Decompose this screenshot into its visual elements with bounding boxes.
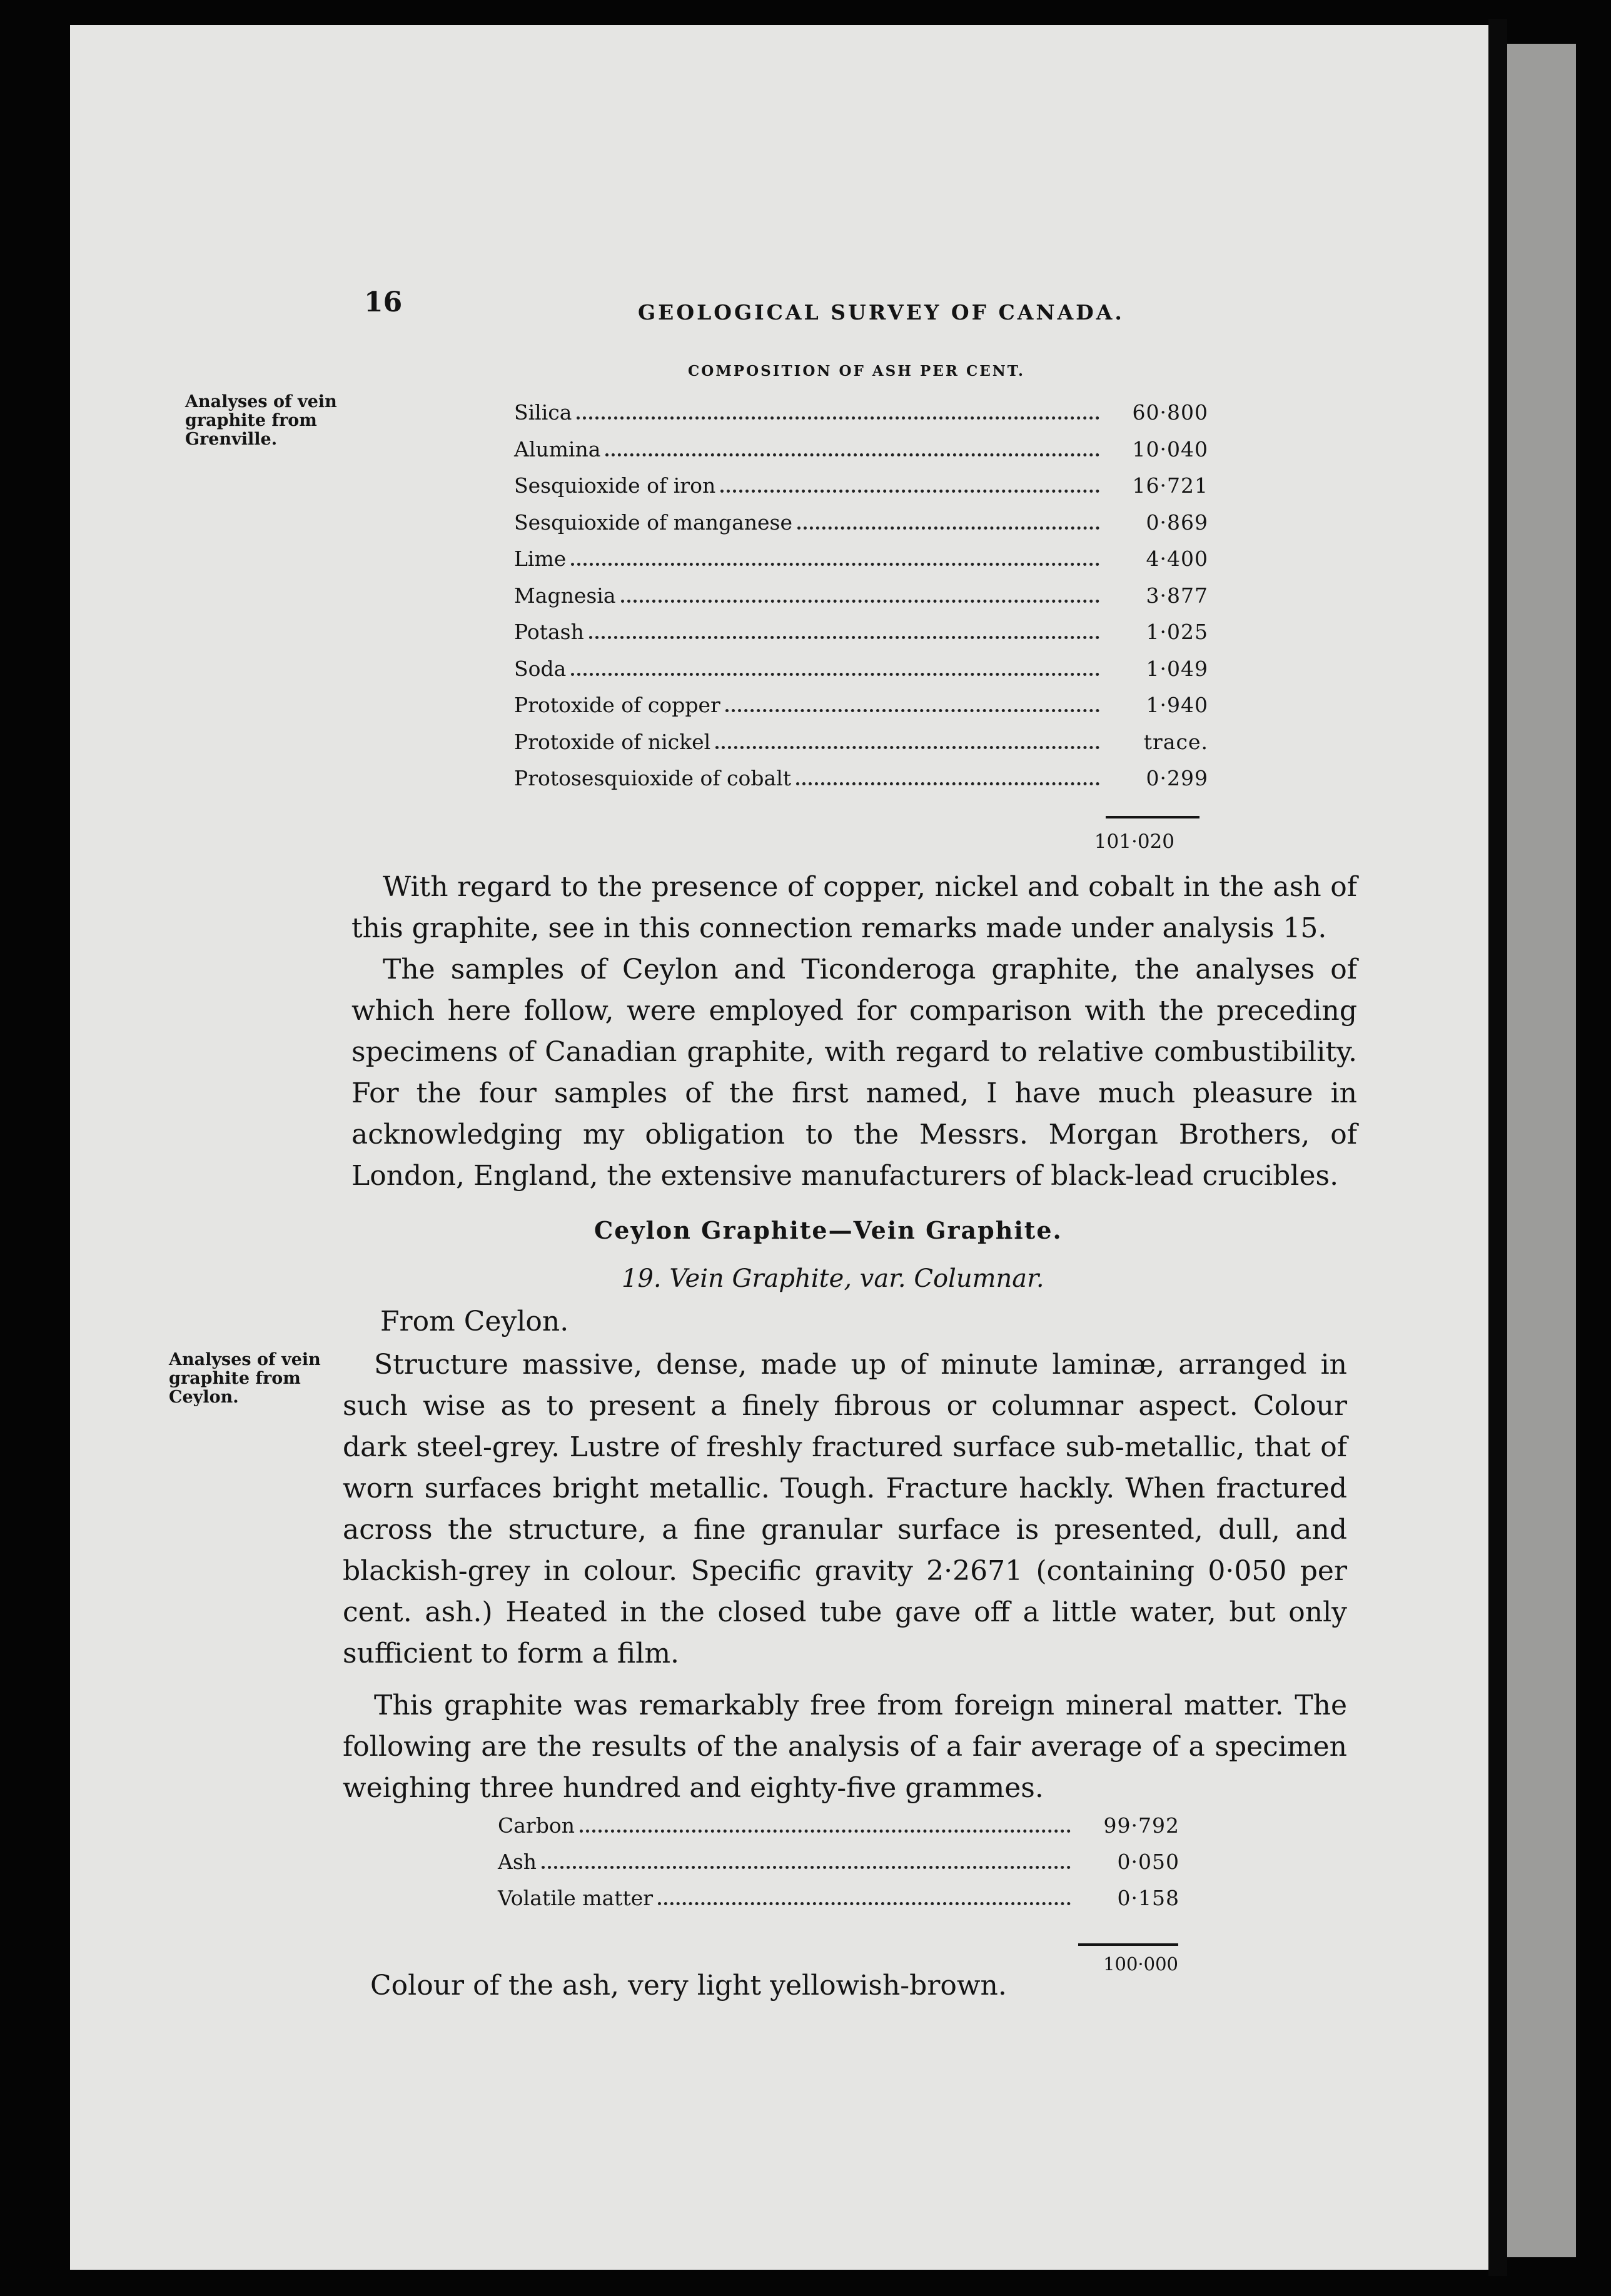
table-row	[514, 510, 1208, 547]
table-row	[514, 473, 1208, 510]
results-total-rule	[1078, 1943, 1178, 1946]
margin-note-grenville: Analyses of vein graphite from Grenville.	[185, 392, 337, 449]
table-row	[514, 546, 1208, 583]
paragraph-copper-remark	[351, 867, 1357, 949]
ash-total-rule	[1106, 816, 1199, 818]
paragraph-text: Structure massive, dense, made up of minute laminæ, arranged in such wise as to present a finely fibrous or columnar aspect. Colour dark steel-grey. Lustre of freshly fractured surface sub-metallic, that of worn surfaces bright metallic. Tough. Fracture hackly. When fractured across the structure, a fine granular surface is presented, dull, and blackish-grey in colour. Specific gravity 2·2671 (containing 0·050 per cent. ash.) Heated in the closed tube gave off a little water, but only sufficient to form a film.	[343, 1349, 1347, 1669]
row-value: 1·049	[1146, 656, 1208, 681]
row-label: Soda	[514, 656, 567, 681]
dot-leader	[605, 453, 1099, 456]
results-intro-paragraph	[343, 1685, 1347, 1809]
row-value: 4·400	[1146, 546, 1208, 571]
row-value: 0·299	[1146, 766, 1208, 790]
margin-note-ceylon: Analyses of vein graphite from Ceylon.	[169, 1350, 321, 1407]
dot-leader	[577, 416, 1099, 420]
analysis-results-table	[498, 1813, 1179, 1922]
paragraph-text: With regard to the presence of copper, nickel and cobalt in the ash of this graphite, see in this connection remarks made under analysis 15.	[351, 871, 1357, 944]
row-value: 1·940	[1146, 693, 1208, 717]
row-label: Carbon	[498, 1813, 575, 1838]
dot-leader	[797, 526, 1099, 530]
paragraph-samples	[351, 949, 1357, 1197]
row-label: Volatile matter	[498, 1886, 654, 1910]
row-label: Protosesquioxide of cobalt	[514, 766, 792, 790]
row-label: Ash	[498, 1850, 537, 1874]
table-row	[514, 583, 1208, 620]
table-row	[514, 620, 1208, 657]
row-label: Magnesia	[514, 583, 616, 608]
results-total: 100·000	[1103, 1953, 1178, 1975]
description-paragraph	[343, 1344, 1347, 1674]
facing-page-edge	[1507, 44, 1576, 2257]
table-row	[514, 657, 1208, 693]
dot-leader	[725, 709, 1099, 712]
running-head: GEOLOGICAL SURVEY OF CANADA.	[638, 300, 1124, 325]
row-value: 3·877	[1146, 583, 1208, 608]
book-spine	[1488, 19, 1507, 2276]
row-label: Sesquioxide of iron	[514, 473, 716, 498]
row-value: trace.	[1143, 729, 1208, 754]
row-label: Protoxide of copper	[514, 693, 720, 717]
page-number: 16	[364, 286, 403, 318]
paragraph-text: This graphite was remarkably free from foreign mineral matter. The following are the results of the analysis of a fair average of a specimen weighing three hundred and eighty-five grammes.	[343, 1689, 1347, 1804]
row-label: Alumina	[514, 436, 601, 461]
ash-total: 101·020	[1094, 830, 1174, 853]
row-label: Sesquioxide of manganese	[514, 510, 793, 535]
dot-leader	[796, 782, 1099, 785]
scan-border-left	[0, 0, 70, 2296]
row-label: Silica	[514, 400, 572, 425]
table-row	[514, 437, 1208, 474]
section-heading: Ceylon Graphite—Vein Graphite.	[594, 1216, 1063, 1244]
row-label: Potash	[514, 620, 584, 644]
table-row	[514, 693, 1208, 730]
row-value: 0·050	[1117, 1850, 1179, 1874]
row-value: 0·158	[1117, 1886, 1179, 1910]
table-row	[498, 1850, 1179, 1886]
table-row	[514, 400, 1208, 437]
dot-leader	[720, 490, 1099, 493]
row-value: 99·792	[1103, 1813, 1179, 1838]
dot-leader	[658, 1902, 1071, 1905]
row-value: 60·800	[1132, 400, 1208, 425]
scan-border-right	[1576, 0, 1611, 2296]
paragraph-text: The samples of Ceylon and Ticonderoga graphite, the analyses of which here follow, were employed for comparison with the preceding specimens of Canadian graphite, with regard to relative combustibility. For the four samples of the first named, I have much pleasure in acknowledging my obligation to the Messrs. Morgan Brothers, of London, England, the extensive manufacturers of black-lead crucibles.	[351, 954, 1357, 1192]
row-value: 1·025	[1146, 620, 1208, 644]
row-value: 10·040	[1132, 436, 1208, 461]
dot-leader	[621, 600, 1099, 603]
table-row	[498, 1886, 1179, 1922]
ash-table-heading: COMPOSITION OF ASH PER CENT.	[688, 363, 1025, 380]
table-row	[514, 766, 1208, 803]
dot-leader	[580, 1830, 1071, 1833]
from-line: From Ceylon.	[380, 1306, 569, 1337]
dot-leader	[589, 636, 1099, 639]
sub-heading: 19. Vein Graphite, var. Columnar.	[622, 1264, 1044, 1293]
row-value: 16·721	[1132, 473, 1208, 498]
dot-leader	[542, 1866, 1071, 1869]
dot-leader	[571, 673, 1099, 676]
row-value: 0·869	[1146, 510, 1208, 535]
dot-leader	[571, 563, 1099, 566]
row-label: Lime	[514, 546, 567, 571]
table-row	[514, 730, 1208, 767]
ash-composition-table	[514, 400, 1208, 803]
dot-leader	[715, 746, 1099, 749]
row-label: Protoxide of nickel	[514, 729, 711, 754]
table-row	[498, 1813, 1179, 1850]
colour-of-ash: Colour of the ash, very light yellowish-brown.	[370, 1970, 1007, 2001]
